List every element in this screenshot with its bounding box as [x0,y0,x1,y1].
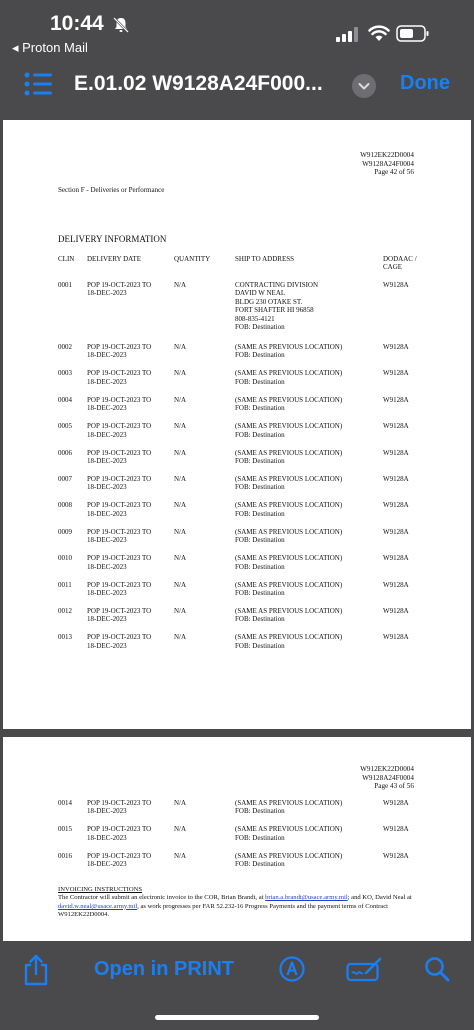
date-line2: 18-DEC-2023 [87,377,127,386]
quantity-cell: N/A [174,799,187,807]
clin-cell: 0015 [58,825,72,834]
date-line1: POP 19-OCT-2023 TO [87,369,152,378]
dodaac-cell: W9128A [383,422,409,431]
date-cell [87,607,151,624]
address-line: FOB: Destination [235,536,285,545]
clin-cell: 0012 [58,607,72,615]
markup-icon[interactable] [279,956,305,982]
address-line: (SAME AS PREVIOUS LOCATION) [235,554,343,563]
invoicing-instructions [58,886,418,920]
back-to-app-link[interactable]: ◂ Proton Mail [12,40,88,55]
address-line: (SAME AS PREVIOUS LOCATION) [235,799,343,807]
done-button[interactable]: Done [400,72,450,94]
quantity-cell: N/A [174,448,187,457]
date-line1: POP 19-OCT-2023 TO [87,799,152,807]
clin-cell: 0014 [58,799,72,807]
date-line2: 18-DEC-2023 [87,562,127,571]
date-cell [87,633,151,650]
date-line2: 18-DEC-2023 [87,536,127,545]
address-line: (SAME AS PREVIOUS LOCATION) [235,527,343,536]
quantity-cell: N/A [174,501,187,510]
ship-to-cell [235,449,342,466]
ship-to-cell [235,799,342,816]
address-line: FOB: Destination [235,323,285,332]
delivery-heading: DELIVERY INFORMATION [58,234,167,244]
date-line1: POP 19-OCT-2023 TO [87,475,152,483]
date-line1: POP 19-OCT-2023 TO [87,343,152,351]
ship-to-cell [235,369,342,386]
invoicing-text: ; and KO, David Neal at [347,894,412,902]
open-in-print-button[interactable]: Open in PRINT [94,958,234,980]
battery-icon [396,25,430,42]
dodaac-cell: W9128A [383,527,409,536]
date-line2: 18-DEC-2023 [87,509,127,518]
header-contract: W912EK22D0004 [360,151,414,159]
ship-to-cell [235,501,342,518]
date-cell [87,799,151,816]
address-line: (SAME AS PREVIOUS LOCATION) [235,395,343,404]
date-line1: POP 19-OCT-2023 TO [87,281,152,289]
share-icon[interactable] [22,954,50,986]
pdf-page-42 [3,120,471,729]
clin-cell: 0001 [58,281,72,289]
address-line: FOB: Destination [235,589,285,597]
header-order: W9128A24F0004 [362,773,414,782]
ship-to-cell [235,554,342,571]
document-title: E.01.02 W9128A24F000... [74,72,323,95]
col-header-dodaac-line1: DODAAC / [383,255,417,263]
dodaac-cell: W9128A [383,343,409,351]
page-header [360,765,414,791]
address-line: (SAME AS PREVIOUS LOCATION) [235,343,343,351]
ship-to-cell [235,422,342,439]
ship-to-cell [235,581,342,598]
dodaac-cell: W9128A [383,633,409,642]
quantity-cell: N/A [174,369,187,378]
date-line1: POP 19-OCT-2023 TO [87,851,152,860]
quantity-cell: N/A [174,527,187,536]
address-line: (SAME AS PREVIOUS LOCATION) [235,369,343,378]
date-line1: POP 19-OCT-2023 TO [87,422,152,431]
ship-to-cell [235,852,342,869]
date-line2: 18-DEC-2023 [87,860,127,869]
quantity-cell: N/A [174,607,187,615]
invoicing-title: INVOICING INSTRUCTIONS [58,886,143,893]
dodaac-cell: W9128A [383,607,409,615]
clin-cell: 0008 [58,501,72,510]
clin-cell: 0009 [58,527,72,536]
date-line1: POP 19-OCT-2023 TO [87,448,152,457]
signature-icon[interactable] [346,956,382,982]
address-line: CONTRACTING DIVISION [235,281,319,289]
email-link-ko[interactable]: david.w.neal@usace.army.mil [58,902,138,910]
quantity-cell: N/A [174,633,187,642]
address-line: (SAME AS PREVIOUS LOCATION) [235,633,343,642]
date-line1: POP 19-OCT-2023 TO [87,580,152,589]
dodaac-cell: W9128A [383,395,409,404]
address-line: (SAME AS PREVIOUS LOCATION) [235,475,343,483]
date-line1: POP 19-OCT-2023 TO [87,554,152,563]
dodaac-cell: W9128A [383,554,409,563]
dodaac-cell: W9128A [383,851,409,860]
address-line: (SAME AS PREVIOUS LOCATION) [235,851,343,860]
address-line: (SAME AS PREVIOUS LOCATION) [235,422,343,431]
clin-cell: 0011 [58,580,72,589]
list-icon[interactable] [24,71,52,97]
clock: 10:44 [50,12,104,35]
ship-to-cell [235,528,342,545]
quantity-cell: N/A [174,851,187,860]
address-line: FOB: Destination [235,860,285,869]
date-line2: 18-DEC-2023 [87,641,127,650]
date-line2: 18-DEC-2023 [87,833,127,842]
date-cell [87,581,151,598]
quantity-cell: N/A [174,343,187,351]
address-line: (SAME AS PREVIOUS LOCATION) [235,501,343,510]
date-cell [87,852,151,869]
address-line: (SAME AS PREVIOUS LOCATION) [235,607,343,615]
address-line: BLDG 230 OTAKE ST. [235,297,303,306]
date-cell [87,369,151,386]
date-cell [87,449,151,466]
date-line2: 18-DEC-2023 [87,615,127,624]
chevron-down-icon [352,74,376,98]
header-contract: W912EK22D0004 [360,765,414,773]
dodaac-cell: W9128A [383,475,409,483]
header-page-number: Page 43 of 56 [374,782,414,791]
invoicing-text: The Contractor will submit an electronic invoice to the COR, Brian Brandt, at [58,894,266,902]
quantity-cell: N/A [174,422,187,431]
address-line: (SAME AS PREVIOUS LOCATION) [235,448,343,457]
quantity-cell: N/A [174,554,187,563]
date-line1: POP 19-OCT-2023 TO [87,825,152,834]
date-line2: 18-DEC-2023 [87,404,127,413]
address-line: (SAME AS PREVIOUS LOCATION) [235,580,343,589]
ship-to-cell [235,825,342,842]
col-header-dodaac [383,255,417,272]
document-toolbar [0,62,474,108]
clin-cell: 0002 [58,343,72,351]
wifi-icon [368,24,390,42]
date-cell [87,825,151,842]
date-cell [87,554,151,571]
date-line1: POP 19-OCT-2023 TO [87,633,152,642]
ship-to-cell [235,633,342,650]
date-cell [87,281,151,298]
address-line: FOB: Destination [235,483,285,492]
home-indicator [155,1015,319,1020]
date-line2: 18-DEC-2023 [87,457,127,465]
address-line: FOB: Destination [235,457,285,465]
ship-to-cell [235,396,342,413]
dodaac-cell: W9128A [383,448,409,457]
dodaac-cell: W9128A [383,825,409,834]
date-line1: POP 19-OCT-2023 TO [87,527,152,536]
ship-to-cell [235,607,342,624]
col-header-quantity: QUANTITY [174,255,211,263]
clin-cell: 0007 [58,475,72,483]
section-title: Section F - Deliveries or Performance [58,186,165,194]
bell-slash-icon [112,16,130,34]
address-line: FOB: Destination [235,641,285,650]
header-order: W9128A24F0004 [362,159,414,168]
date-line1: POP 19-OCT-2023 TO [87,395,152,404]
quantity-cell: N/A [174,825,187,834]
address-line: FOB: Destination [235,562,285,571]
clin-cell: 0003 [58,369,72,378]
quantity-cell: N/A [174,475,187,483]
address-line: FORT SHAFTER HI 96858 [235,306,314,315]
date-cell [87,343,151,360]
date-cell [87,528,151,545]
address-line: FOB: Destination [235,377,285,386]
email-link-cor[interactable]: brian.a.brandt@usace.army.mil [265,894,348,902]
header-page-number: Page 42 of 56 [374,168,414,177]
address-line: FOB: Destination [235,404,285,413]
ship-to-cell [235,343,342,360]
date-line2: 18-DEC-2023 [87,430,127,439]
quantity-cell: N/A [174,395,187,404]
date-line2: 18-DEC-2023 [87,589,127,597]
date-line1: POP 19-OCT-2023 TO [87,607,152,615]
address-line: FOB: Destination [235,430,285,439]
address-line: FOB: Destination [235,615,285,624]
clin-cell: 0006 [58,448,72,457]
address-line: FOB: Destination [235,509,285,518]
signal-icon [336,27,360,42]
quantity-cell: N/A [174,580,187,589]
clin-cell: 0010 [58,554,72,563]
status-bar [0,0,474,62]
address-line: FOB: Destination [235,351,285,360]
col-header-dodaac-line2: CAGE [383,263,403,272]
date-line2: 18-DEC-2023 [87,289,127,298]
address-line: FOB: Destination [235,833,285,842]
dodaac-cell: W9128A [383,580,409,589]
page-header [360,151,414,177]
dodaac-cell: W9128A [383,501,409,510]
date-cell [87,501,151,518]
pdf-page-43 [3,737,471,941]
search-icon[interactable] [424,956,450,982]
clin-cell: 0005 [58,422,72,431]
date-line2: 18-DEC-2023 [87,807,127,816]
date-line1: POP 19-OCT-2023 TO [87,501,152,510]
date-cell [87,475,151,492]
clin-cell: 0016 [58,851,72,860]
title-menu-button[interactable] [352,74,376,98]
date-line2: 18-DEC-2023 [87,483,127,492]
clin-cell: 0004 [58,395,72,404]
date-line2: 18-DEC-2023 [87,351,127,360]
quantity-cell: N/A [174,281,187,289]
dodaac-cell: W9128A [383,281,409,289]
invoicing-text: , as work progresses per FAR 52.232-16 Progress Payments and the payment terms of Contract W912EK22D0004. [58,902,388,919]
dodaac-cell: W9128A [383,799,409,807]
ship-to-cell [235,475,342,492]
date-cell [87,422,151,439]
address-line: 808-835-4121 [235,314,275,323]
address-line: DAVID W NEAL [235,289,286,298]
col-header-clin: CLIN [58,255,75,263]
col-header-delivery-date: DELIVERY DATE [87,255,141,263]
col-header-ship-to: SHIP TO ADDRESS [235,255,295,263]
dodaac-cell: W9128A [383,369,409,378]
clin-cell: 0013 [58,633,72,642]
ship-to-cell [235,281,318,331]
address-line: (SAME AS PREVIOUS LOCATION) [235,825,343,834]
address-line: FOB: Destination [235,807,285,816]
date-cell [87,396,151,413]
